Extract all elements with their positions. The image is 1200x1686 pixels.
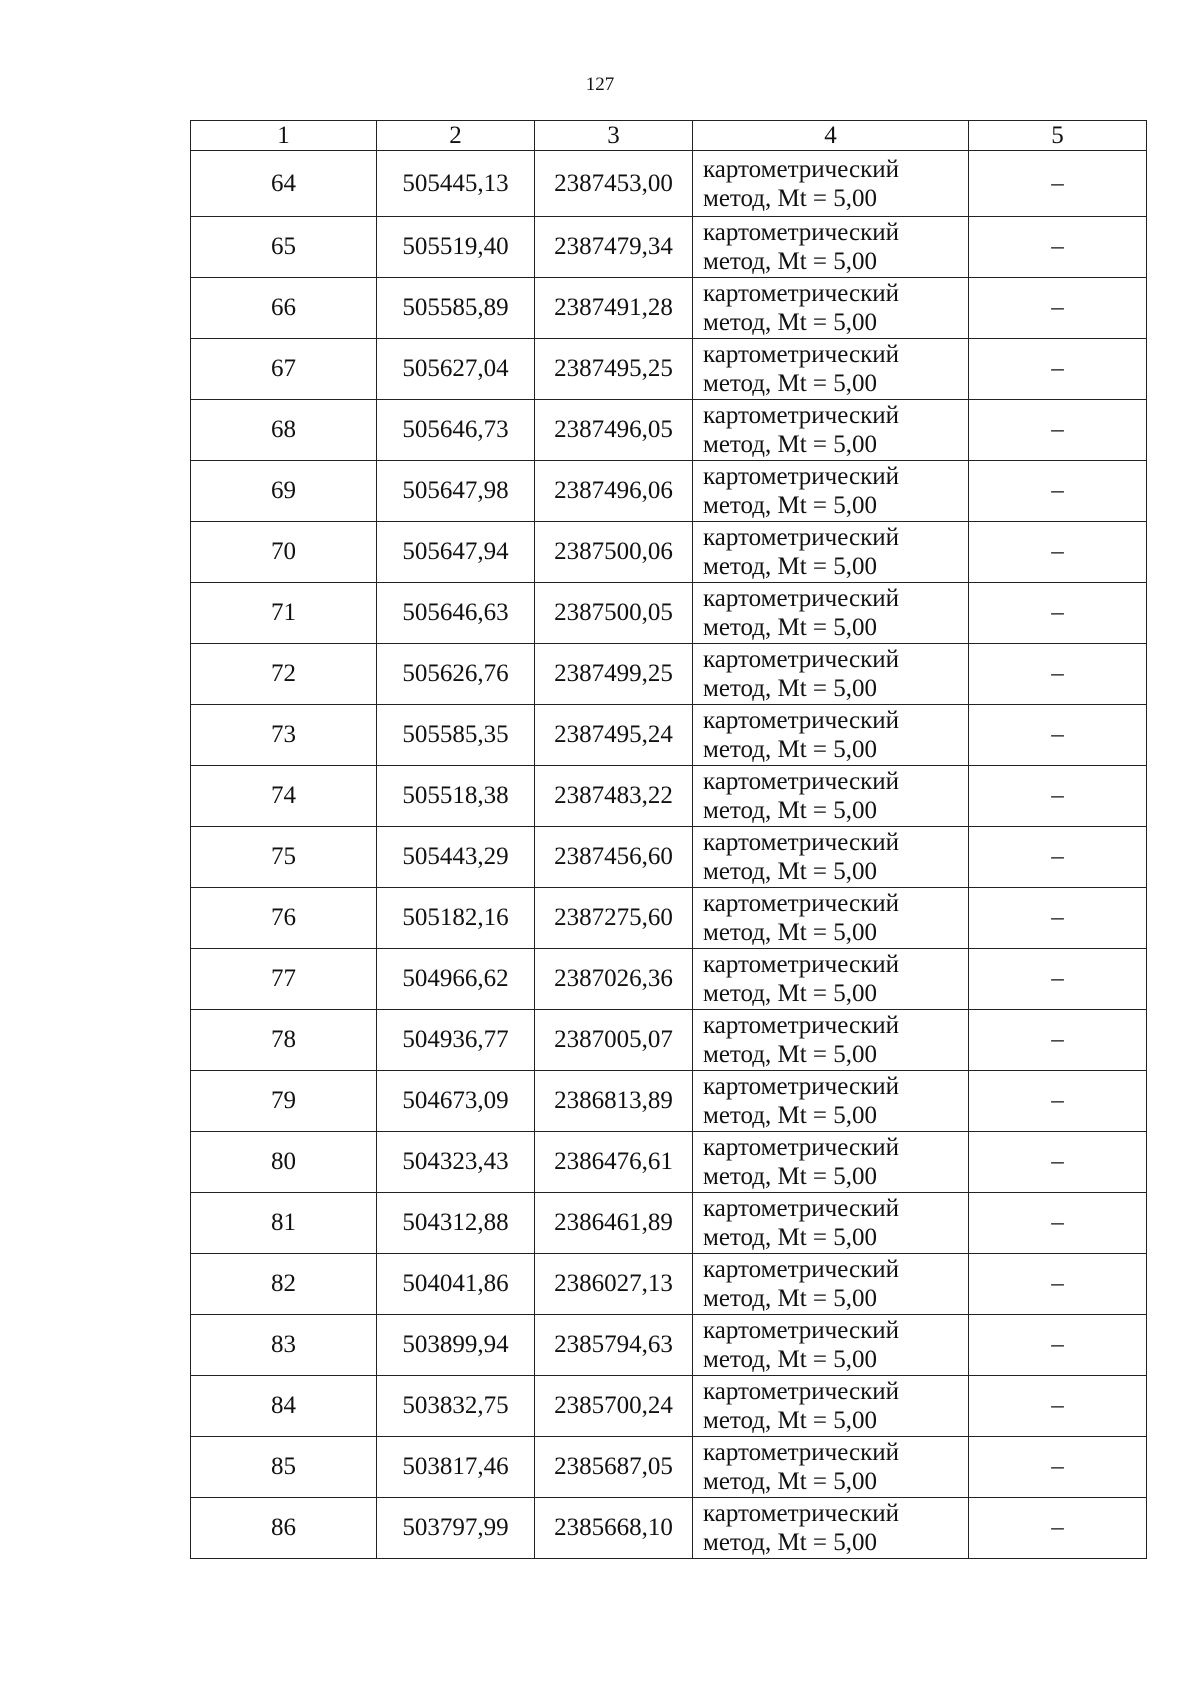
method-line-2: метод, Mt = 5,00: [703, 1224, 878, 1251]
x-coordinate-cell: 503797,99: [377, 1498, 535, 1559]
point-number-cell: 67: [191, 339, 377, 400]
method-line-1: картометрический: [703, 585, 899, 612]
note-cell: –: [969, 1071, 1147, 1132]
column-header-3: 3: [535, 121, 693, 151]
note-cell: –: [969, 1010, 1147, 1071]
x-coordinate-cell: 505518,38: [377, 766, 535, 827]
method-line-2: метод, Mt = 5,00: [703, 736, 878, 763]
x-coordinate-cell: 505182,16: [377, 888, 535, 949]
note-cell: –: [969, 278, 1147, 339]
y-coordinate-cell: 2385700,24: [535, 1376, 693, 1437]
method-cell: [693, 1437, 969, 1498]
method-cell: [693, 278, 969, 339]
y-coordinate-cell: 2387499,25: [535, 644, 693, 705]
method-line-1: картометрический: [703, 829, 899, 856]
method-line-2: метод, Mt = 5,00: [703, 1102, 878, 1129]
x-coordinate-cell: 504966,62: [377, 949, 535, 1010]
y-coordinate-cell: 2387275,60: [535, 888, 693, 949]
table-row: [191, 766, 1147, 827]
column-header-4: 4: [693, 121, 969, 151]
method-cell: [693, 1010, 969, 1071]
method-cell: [693, 644, 969, 705]
point-number-cell: 71: [191, 583, 377, 644]
note-cell: –: [969, 888, 1147, 949]
x-coordinate-cell: 505443,29: [377, 827, 535, 888]
x-coordinate-cell: 505445,13: [377, 151, 535, 217]
method-line-1: картометрический: [703, 890, 899, 917]
y-coordinate-cell: 2385668,10: [535, 1498, 693, 1559]
method-cell: [693, 1193, 969, 1254]
point-number-cell: 86: [191, 1498, 377, 1559]
table-row: [191, 705, 1147, 766]
coordinates-table: [190, 120, 1147, 1559]
column-header-1: 1: [191, 121, 377, 151]
y-coordinate-cell: 2387479,34: [535, 217, 693, 278]
method-cell: [693, 827, 969, 888]
y-coordinate-cell: 2387026,36: [535, 949, 693, 1010]
x-coordinate-cell: 504673,09: [377, 1071, 535, 1132]
note-cell: –: [969, 705, 1147, 766]
note-cell: –: [969, 583, 1147, 644]
y-coordinate-cell: 2387005,07: [535, 1010, 693, 1071]
y-coordinate-cell: 2387453,00: [535, 151, 693, 217]
point-number-cell: 70: [191, 522, 377, 583]
method-line-2: метод, Mt = 5,00: [703, 309, 878, 336]
note-cell: –: [969, 827, 1147, 888]
x-coordinate-cell: 505647,94: [377, 522, 535, 583]
y-coordinate-cell: 2387496,06: [535, 461, 693, 522]
column-header-2: 2: [377, 121, 535, 151]
x-coordinate-cell: 504323,43: [377, 1132, 535, 1193]
note-cell: –: [969, 1315, 1147, 1376]
table-row: [191, 217, 1147, 278]
y-coordinate-cell: 2387483,22: [535, 766, 693, 827]
method-line-1: картометрический: [703, 707, 899, 734]
x-coordinate-cell: 505519,40: [377, 217, 535, 278]
point-number-cell: 78: [191, 1010, 377, 1071]
table-header-row: [191, 121, 1147, 151]
method-line-2: метод, Mt = 5,00: [703, 675, 878, 702]
method-cell: [693, 1254, 969, 1315]
method-line-2: метод, Mt = 5,00: [703, 1346, 878, 1373]
table-row: [191, 1498, 1147, 1559]
y-coordinate-cell: 2387500,06: [535, 522, 693, 583]
method-line-1: картометрический: [703, 341, 899, 368]
x-coordinate-cell: 505585,89: [377, 278, 535, 339]
note-cell: –: [969, 1437, 1147, 1498]
method-cell: [693, 1071, 969, 1132]
y-coordinate-cell: 2386027,13: [535, 1254, 693, 1315]
point-number-cell: 81: [191, 1193, 377, 1254]
table-row: [191, 644, 1147, 705]
method-line-2: метод, Mt = 5,00: [703, 1407, 878, 1434]
y-coordinate-cell: 2385687,05: [535, 1437, 693, 1498]
table-body: [191, 151, 1147, 1559]
point-number-cell: 66: [191, 278, 377, 339]
table-row: [191, 1193, 1147, 1254]
y-coordinate-cell: 2386461,89: [535, 1193, 693, 1254]
note-cell: –: [969, 400, 1147, 461]
method-cell: [693, 888, 969, 949]
note-cell: –: [969, 461, 1147, 522]
column-header-5: 5: [969, 121, 1147, 151]
method-line-1: картометрический: [703, 646, 899, 673]
y-coordinate-cell: 2386813,89: [535, 1071, 693, 1132]
note-cell: –: [969, 339, 1147, 400]
note-cell: –: [969, 1193, 1147, 1254]
method-line-1: картометрический: [703, 219, 899, 246]
y-coordinate-cell: 2385794,63: [535, 1315, 693, 1376]
note-cell: –: [969, 151, 1147, 217]
table-row: [191, 1315, 1147, 1376]
point-number-cell: 84: [191, 1376, 377, 1437]
method-line-2: метод, Mt = 5,00: [703, 1163, 878, 1190]
table-row: [191, 583, 1147, 644]
point-number-cell: 77: [191, 949, 377, 1010]
method-cell: [693, 1376, 969, 1437]
method-line-1: картометрический: [703, 402, 899, 429]
point-number-cell: 75: [191, 827, 377, 888]
y-coordinate-cell: 2387491,28: [535, 278, 693, 339]
method-cell: [693, 339, 969, 400]
method-line-2: метод, Mt = 5,00: [703, 797, 878, 824]
table-row: [191, 400, 1147, 461]
method-cell: [693, 400, 969, 461]
point-number-cell: 85: [191, 1437, 377, 1498]
method-cell: [693, 583, 969, 644]
x-coordinate-cell: 504312,88: [377, 1193, 535, 1254]
y-coordinate-cell: 2387456,60: [535, 827, 693, 888]
table-row: [191, 1132, 1147, 1193]
note-cell: –: [969, 217, 1147, 278]
x-coordinate-cell: 503817,46: [377, 1437, 535, 1498]
x-coordinate-cell: 504936,77: [377, 1010, 535, 1071]
method-line-2: метод, Mt = 5,00: [703, 614, 878, 641]
note-cell: –: [969, 766, 1147, 827]
point-number-cell: 64: [191, 151, 377, 217]
table-row: [191, 888, 1147, 949]
table-row: [191, 1010, 1147, 1071]
table-row: [191, 522, 1147, 583]
point-number-cell: 82: [191, 1254, 377, 1315]
method-line-1: картометрический: [703, 1500, 899, 1527]
x-coordinate-cell: 505585,35: [377, 705, 535, 766]
method-cell: [693, 949, 969, 1010]
x-coordinate-cell: 505626,76: [377, 644, 535, 705]
method-line-1: картометрический: [703, 1012, 899, 1039]
method-cell: [693, 1315, 969, 1376]
x-coordinate-cell: 504041,86: [377, 1254, 535, 1315]
y-coordinate-cell: 2387495,25: [535, 339, 693, 400]
method-cell: [693, 461, 969, 522]
method-line-2: метод, Mt = 5,00: [703, 184, 878, 212]
method-cell: [693, 1498, 969, 1559]
note-cell: –: [969, 1376, 1147, 1437]
method-line-1: картометрический: [703, 1317, 899, 1344]
point-number-cell: 74: [191, 766, 377, 827]
note-cell: –: [969, 949, 1147, 1010]
page-number: 127: [585, 74, 615, 95]
method-line-1: картометрический: [703, 1378, 899, 1405]
point-number-cell: 69: [191, 461, 377, 522]
method-line-2: метод, Mt = 5,00: [703, 919, 878, 946]
y-coordinate-cell: 2386476,61: [535, 1132, 693, 1193]
note-cell: –: [969, 1498, 1147, 1559]
point-number-cell: 65: [191, 217, 377, 278]
table-row: [191, 151, 1147, 217]
x-coordinate-cell: 505646,73: [377, 400, 535, 461]
method-line-2: метод, Mt = 5,00: [703, 858, 878, 885]
method-line-1: картометрический: [703, 1195, 899, 1222]
method-cell: [693, 217, 969, 278]
table-row: [191, 1376, 1147, 1437]
y-coordinate-cell: 2387500,05: [535, 583, 693, 644]
table-row: [191, 827, 1147, 888]
point-number-cell: 72: [191, 644, 377, 705]
method-line-1: картометрический: [703, 463, 899, 490]
x-coordinate-cell: 503832,75: [377, 1376, 535, 1437]
point-number-cell: 79: [191, 1071, 377, 1132]
note-cell: –: [969, 644, 1147, 705]
note-cell: –: [969, 1254, 1147, 1315]
y-coordinate-cell: 2387496,05: [535, 400, 693, 461]
method-line-1: картометрический: [703, 280, 899, 307]
method-line-2: метод, Mt = 5,00: [703, 370, 878, 397]
table-row: [191, 1254, 1147, 1315]
x-coordinate-cell: 505646,63: [377, 583, 535, 644]
note-cell: –: [969, 522, 1147, 583]
method-line-1: картометрический: [703, 1256, 899, 1283]
y-coordinate-cell: 2387495,24: [535, 705, 693, 766]
x-coordinate-cell: 505627,04: [377, 339, 535, 400]
method-cell: [693, 705, 969, 766]
note-cell: –: [969, 1132, 1147, 1193]
method-line-2: метод, Mt = 5,00: [703, 1285, 878, 1312]
table-row: [191, 461, 1147, 522]
method-cell: [693, 151, 969, 217]
method-line-2: метод, Mt = 5,00: [703, 248, 878, 275]
method-line-1: картометрический: [703, 524, 899, 551]
point-number-cell: 76: [191, 888, 377, 949]
point-number-cell: 68: [191, 400, 377, 461]
method-line-1: картометрический: [703, 1073, 899, 1100]
method-line-2: метод, Mt = 5,00: [703, 1041, 878, 1068]
method-line-1: картометрический: [703, 951, 899, 978]
table-row: [191, 949, 1147, 1010]
table-row: [191, 1071, 1147, 1132]
method-cell: [693, 1132, 969, 1193]
method-line-1: картометрический: [703, 768, 899, 795]
method-line-2: метод, Mt = 5,00: [703, 492, 878, 519]
point-number-cell: 80: [191, 1132, 377, 1193]
method-line-1: картометрический: [703, 1134, 899, 1161]
x-coordinate-cell: 505647,98: [377, 461, 535, 522]
method-line-2: метод, Mt = 5,00: [703, 1529, 878, 1556]
method-cell: [693, 522, 969, 583]
point-number-cell: 73: [191, 705, 377, 766]
method-cell: [693, 766, 969, 827]
table-row: [191, 339, 1147, 400]
table-row: [191, 278, 1147, 339]
method-line-1: картометрический: [703, 155, 899, 183]
method-line-2: метод, Mt = 5,00: [703, 553, 878, 580]
method-line-2: метод, Mt = 5,00: [703, 1468, 878, 1495]
table-row: [191, 1437, 1147, 1498]
point-number-cell: 83: [191, 1315, 377, 1376]
method-line-2: метод, Mt = 5,00: [703, 431, 878, 458]
method-line-2: метод, Mt = 5,00: [703, 980, 878, 1007]
x-coordinate-cell: 503899,94: [377, 1315, 535, 1376]
method-line-1: картометрический: [703, 1439, 899, 1466]
